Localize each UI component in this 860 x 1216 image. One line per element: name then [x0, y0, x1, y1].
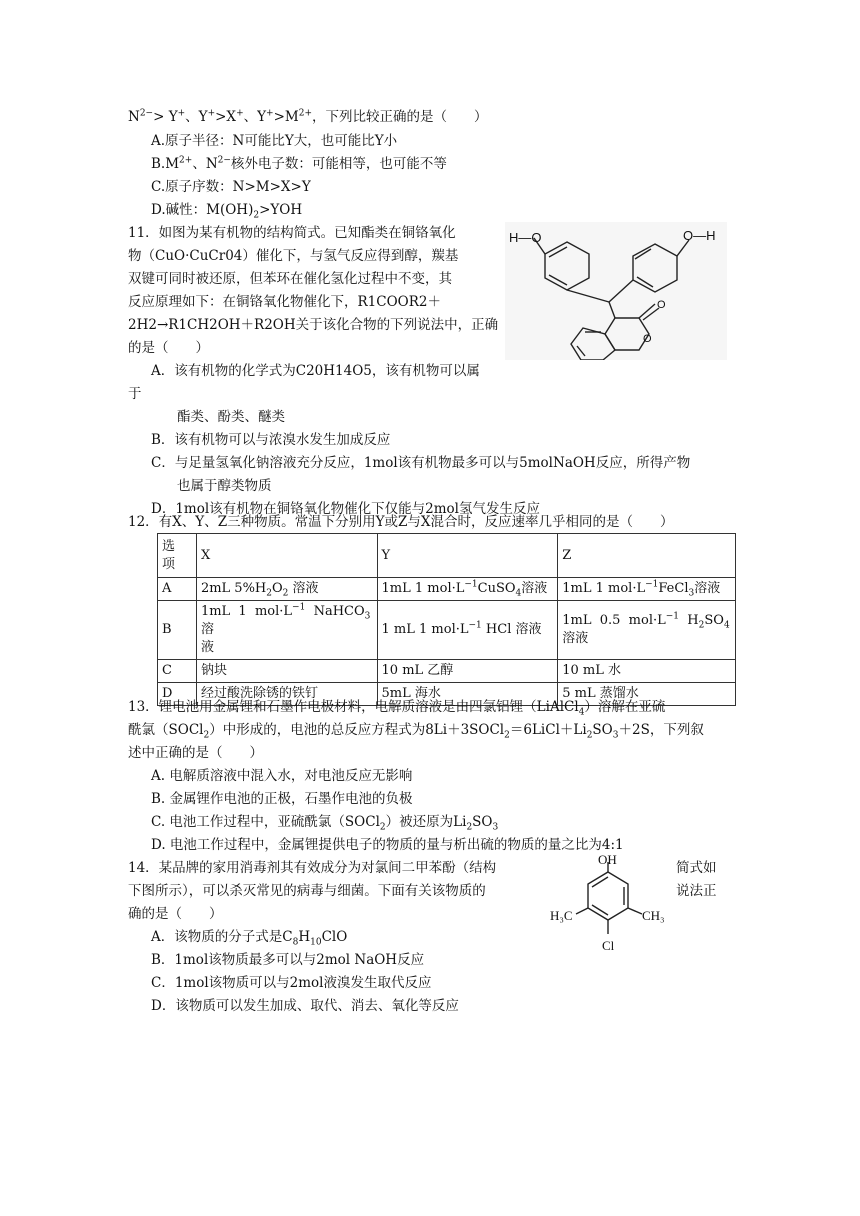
q10-option-d: D.碱性：$M(OH)_2>YOH$ — [151, 202, 303, 221]
q11-option-a-3: 酯类、酚类、醚类 — [177, 409, 285, 425]
table-row — [158, 660, 736, 683]
q14-line-1: 14．某品牌的家用消毒剂其有效成分为对氯间二甲苯酚（结构 — [128, 860, 497, 876]
q14-option-d: D．该物质可以发生加成、取代、消去、氧化等反应 — [151, 998, 459, 1014]
table-header-x: X — [196, 534, 377, 578]
q13-line-1: 13．锂电池用金属锂和石墨作电极材料，电解质溶液是由四氯铝锂（LiAlCl$_4$）溶解在亚硫 — [128, 699, 666, 718]
table-cell: 5 mL 蒸馏水 — [558, 683, 736, 706]
q13-option-a: A. 电解质溶液中混入水，对电池反应无影响 — [151, 768, 413, 784]
table-cell: 1mL 1 $mol\cdot L^{-1}FeCl_3$溶液 — [558, 578, 736, 601]
q11-option-a-2: 于 — [128, 386, 142, 402]
q10-option-a: A.原子半径：N可能比Y大，也可能比Y小 — [151, 133, 398, 149]
table-cell: 1mL 0.5 $mol\cdot L^{-1}$ $H_2SO_4$ 溶液 — [558, 601, 736, 660]
q14-structure-figure — [550, 852, 690, 960]
table-header-z: Z — [558, 534, 736, 578]
table-cell: 5mL 海水 — [377, 683, 558, 706]
q14-fig-left: H₃C — [550, 908, 573, 923]
table-cell: B — [158, 601, 197, 660]
q10-option-c: C.原子序数：N>M>X>Y — [151, 179, 311, 195]
q11-option-a-1: A．该有机物的化学式为C20H14O5，该有机物可以属 — [151, 363, 480, 379]
table-row — [158, 578, 736, 601]
q14-option-c: C．1mol该物质可以与2mol液溴发生取代反应 — [151, 975, 432, 991]
q11-line-5: 2H2→R1CH2OH＋R2OH关于该化合物的下列说法中，正确 — [128, 317, 499, 333]
q13-line-2: 酰氯（SOCl$_2$）中形成的，电池的总反应方程式为$8Li+3SOCl_2=6LiCl+Li_2SO_3+2S$，下列叙 — [128, 722, 704, 741]
q13-line-3: 述中正确的是（ ） — [128, 745, 263, 761]
q14-option-b: B．1mol该物质最多可以与2mol NaOH反应 — [151, 952, 425, 968]
table-cell: A — [158, 578, 197, 601]
q11-option-c-2: 也属于醇类物质 — [177, 478, 272, 494]
q14-fig-oh: OH — [598, 852, 617, 867]
q11-fig-label-left: H—O — [509, 230, 542, 245]
q14-fig-right: CH₃ — [642, 908, 665, 923]
q14-line-3: 确的是（ ） — [128, 906, 223, 922]
q11-line-4: 反应原理如下：在铜铬氧化物催化下，R1COOR2＋ — [128, 294, 441, 310]
q11-line-1: 11．如图为某有机物的结构简式。已知酯类在铜铬氧化 — [128, 225, 456, 241]
svg-text:O: O — [643, 333, 652, 345]
q10-stem-tail: $N^{2-}> Y^+$、Y+>X+、$Y^+>M^{2+}$，下列比较正确的是（ ） — [128, 108, 488, 125]
q12-table — [157, 533, 736, 706]
svg-text:O: O — [657, 299, 666, 311]
q10-option-b: $B.M^{2+}$、$N^{2-}$核外电子数：可能相等，也可能不等 — [151, 155, 447, 172]
q13-option-d: D. 电池工作过程中，金属锂提供电子的物质的量与析出硫的物质的量之比为4:1 — [151, 837, 624, 853]
q14-line-2-right: 说法正 — [676, 883, 717, 899]
q13-option-b: B. 金属锂作电池的正极，石墨作电池的负极 — [151, 791, 413, 807]
q13-option-c: C. 电池工作过程中，亚硫酰氯（SOCl$_2$）被还原为$Li_2SO_3$ — [151, 814, 499, 833]
table-cell: C — [158, 660, 197, 683]
q11-option-b: B．该有机物可以与浓溴水发生加成反应 — [151, 432, 391, 448]
table-header-y: Y — [377, 534, 558, 578]
table-cell: 经过酸洗除锈的铁钉 — [196, 683, 377, 706]
q14-line-1-right: 简式如 — [676, 860, 717, 876]
q12-stem: 12．有X、Y、Z三种物质。常温下分别用Y或Z与X混合时，反应速率几乎相同的是（ ） — [128, 514, 674, 530]
table-cell: 1mL 1 $mol\cdot L^{-1}$ NaHCO$_3$溶 液 — [196, 601, 377, 660]
q11-option-c-1: C．与足量氢氧化钠溶液充分反应，1mol该有机物最多可以与5molNaOH反应，所得产物 — [151, 455, 691, 471]
q11-fig-label-right: O—H — [683, 228, 716, 243]
q11-line-2: 物（CuO·CuCr04）催化下，与氢气反应得到醇，羰基 — [128, 248, 459, 264]
q14-line-2: 下图所示），可以杀灭常见的病毒与细菌。下面有关该物质的 — [128, 883, 486, 899]
table-cell: 10 mL 乙醇 — [377, 660, 558, 683]
q11-line-3: 双键可同时被还原，但苯环在催化氢化过程中不变，其 — [128, 271, 452, 287]
q14-fig-cl: Cl — [602, 938, 615, 953]
table-cell: 1mL 1 $mol\cdot L^{-1}CuSO_4$溶液 — [377, 578, 558, 601]
table-cell: 1 mL 1 $mol\cdot L^{-1}$ HCl 溶液 — [377, 601, 558, 660]
q11-option-d: D．1mol该有机物在铜铬氧化物催化下仅能与2mol氢气发生反应 — [151, 501, 540, 517]
table-header-option: 选 项 — [158, 534, 197, 578]
table-row — [158, 601, 736, 660]
table-cell: D — [158, 683, 197, 706]
q11-line-6: 的是（ ） — [128, 340, 209, 356]
table-cell: 10 mL 水 — [558, 660, 736, 683]
table-cell: 钠块 — [196, 660, 377, 683]
q11-structure-figure — [505, 222, 727, 360]
table-row — [158, 534, 736, 578]
q14-option-a: A．该物质的分子式是$C_8H_{10}ClO$ — [151, 929, 348, 948]
table-cell: 2mL $5\%H_2O_2$ 溶液 — [196, 578, 377, 601]
